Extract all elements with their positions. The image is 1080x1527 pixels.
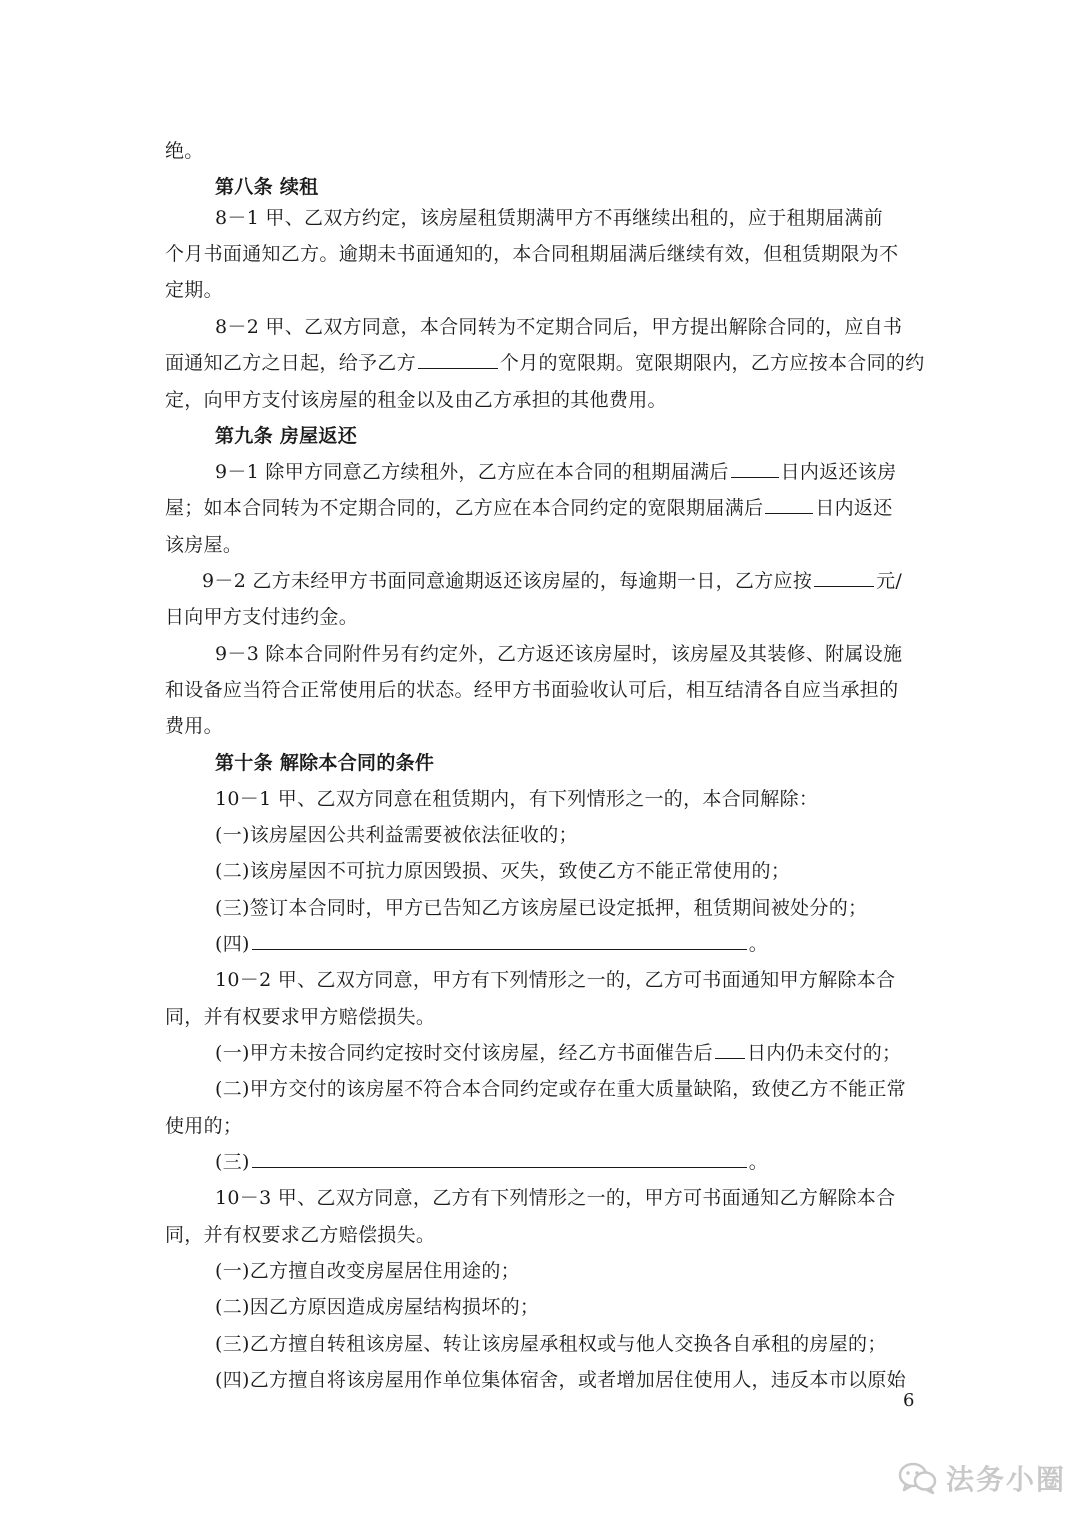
line-text-after-blank: 个月的宽限期。宽限期限内，乙方应按本合同的约 xyxy=(499,352,925,374)
text-line: 定，向甲方支付该房屋的租金以及由乙方承担的其他费用。 xyxy=(165,389,667,411)
text-line xyxy=(215,458,896,486)
text-line xyxy=(165,494,893,522)
line-text-before-blank: (四) xyxy=(215,933,250,955)
text-line: 费用。 xyxy=(165,715,223,737)
line-text-before-blank: (一)甲方未按合同约定按时交付该房屋，经乙方书面催告后 xyxy=(215,1042,713,1064)
fill-in-blank xyxy=(252,931,747,950)
text-line: 同，并有权要求甲方赔偿损失。 xyxy=(165,1006,436,1028)
text-line: 8－1 甲、乙双方约定，该房屋租赁期满甲方不再继续出租的，应于租期届满前 xyxy=(215,207,884,229)
text-line: 10－1 甲、乙双方同意在租赁期内，有下列情形之一的，本合同解除： xyxy=(215,788,819,810)
section-heading: 第十条 解除本合同的条件 xyxy=(215,752,435,774)
section-heading: 第八条 续租 xyxy=(215,176,319,198)
line-text-after-blank: 日内仍未交付的； xyxy=(746,1042,902,1064)
text-line: 10－3 甲、乙双方同意，乙方有下列情形之一的，甲方可书面通知乙方解除本合 xyxy=(215,1187,896,1209)
text-line: (三)签订本合同时，甲方已告知乙方该房屋已设定抵押，租赁期间被处分的； xyxy=(215,897,868,919)
text-line: 使用的； xyxy=(165,1115,243,1137)
text-line: (一)该房屋因公共利益需要被依法征收的； xyxy=(215,824,578,846)
text-line: 绝。 xyxy=(165,140,204,162)
watermark xyxy=(898,1458,1066,1498)
fill-in-blank xyxy=(731,459,779,478)
line-text-before-blank: 9－1 除甲方同意乙方续租外，乙方应在本合同的租期届满后 xyxy=(215,461,729,483)
text-line: (四)乙方擅自将该房屋用作单位集体宿舍，或者增加居住使用人，违反本市以原始 xyxy=(215,1369,906,1391)
text-line: 该房屋。 xyxy=(165,534,243,556)
line-text-after-blank: 日内返还该房 xyxy=(780,461,897,483)
section-heading: 第九条 房屋返还 xyxy=(215,425,358,447)
text-line: (三)乙方擅自转租该房屋、转让该房屋承租权或与他人交换各自承租的房屋的； xyxy=(215,1333,887,1355)
line-text-after-blank: 。 xyxy=(748,1151,769,1173)
text-line: 9－3 除本合同附件另有约定外，乙方返还该房屋时，该房屋及其装修、附属设施 xyxy=(215,643,903,665)
line-text-before-blank: (三) xyxy=(215,1151,250,1173)
text-line xyxy=(215,1039,901,1067)
page-number: 6 xyxy=(903,1390,915,1411)
text-line xyxy=(165,349,925,377)
line-text-before-blank: 面通知乙方之日起，给予乙方 xyxy=(165,352,416,374)
line-text-before-blank: 屋；如本合同转为不定期合同的，乙方应在本合同约定的宽限期届满后 xyxy=(165,497,764,519)
line-text-after-blank: 日内返还 xyxy=(815,497,893,519)
text-line xyxy=(202,567,902,595)
text-line: 8－2 甲、乙双方同意，本合同转为不定期合同后，甲方提出解除合同的，应自书 xyxy=(215,316,903,338)
wechat-icon xyxy=(898,1461,938,1495)
line-text-before-blank: 9－2 乙方未经甲方书面同意逾期返还该房屋的，每逾期一日，乙方应按 xyxy=(202,570,813,592)
text-line: (二)因乙方原因造成房屋结构损坏的； xyxy=(215,1296,540,1318)
fill-in-blank xyxy=(252,1149,747,1168)
text-line xyxy=(215,1148,768,1176)
text-line: (二)甲方交付的该房屋不符合本合同约定或存在重大质量缺陷，致使乙方不能正常 xyxy=(215,1078,906,1100)
text-line: (一)乙方擅自改变房屋居住用途的； xyxy=(215,1260,520,1282)
fill-in-blank xyxy=(765,495,813,514)
fill-in-blank xyxy=(418,350,498,369)
text-line: 定期。 xyxy=(165,279,223,301)
text-line: 和设备应当符合正常使用后的状态。经甲方书面验收认可后，相互结清各自应当承担的 xyxy=(165,679,899,701)
fill-in-blank xyxy=(814,568,874,587)
fill-in-blank xyxy=(715,1040,745,1059)
text-line: 日向甲方支付违约金。 xyxy=(165,606,359,628)
text-line: 10－2 甲、乙双方同意，甲方有下列情形之一的，乙方可书面通知甲方解除本合 xyxy=(215,969,896,991)
line-text-after-blank: 元/ xyxy=(876,570,903,592)
line-text-after-blank: 。 xyxy=(748,933,769,955)
watermark-text: 法务小圈 xyxy=(946,1463,1067,1496)
text-line: (二)该房屋因不可抗力原因毁损、灭失，致使乙方不能正常使用的； xyxy=(215,860,791,882)
text-line: 同，并有权要求乙方赔偿损失。 xyxy=(165,1224,436,1246)
text-line xyxy=(215,930,768,958)
text-line: 个月书面通知乙方。逾期未书面通知的，本合同租期届满后继续有效，但租赁期限为不 xyxy=(165,243,899,265)
